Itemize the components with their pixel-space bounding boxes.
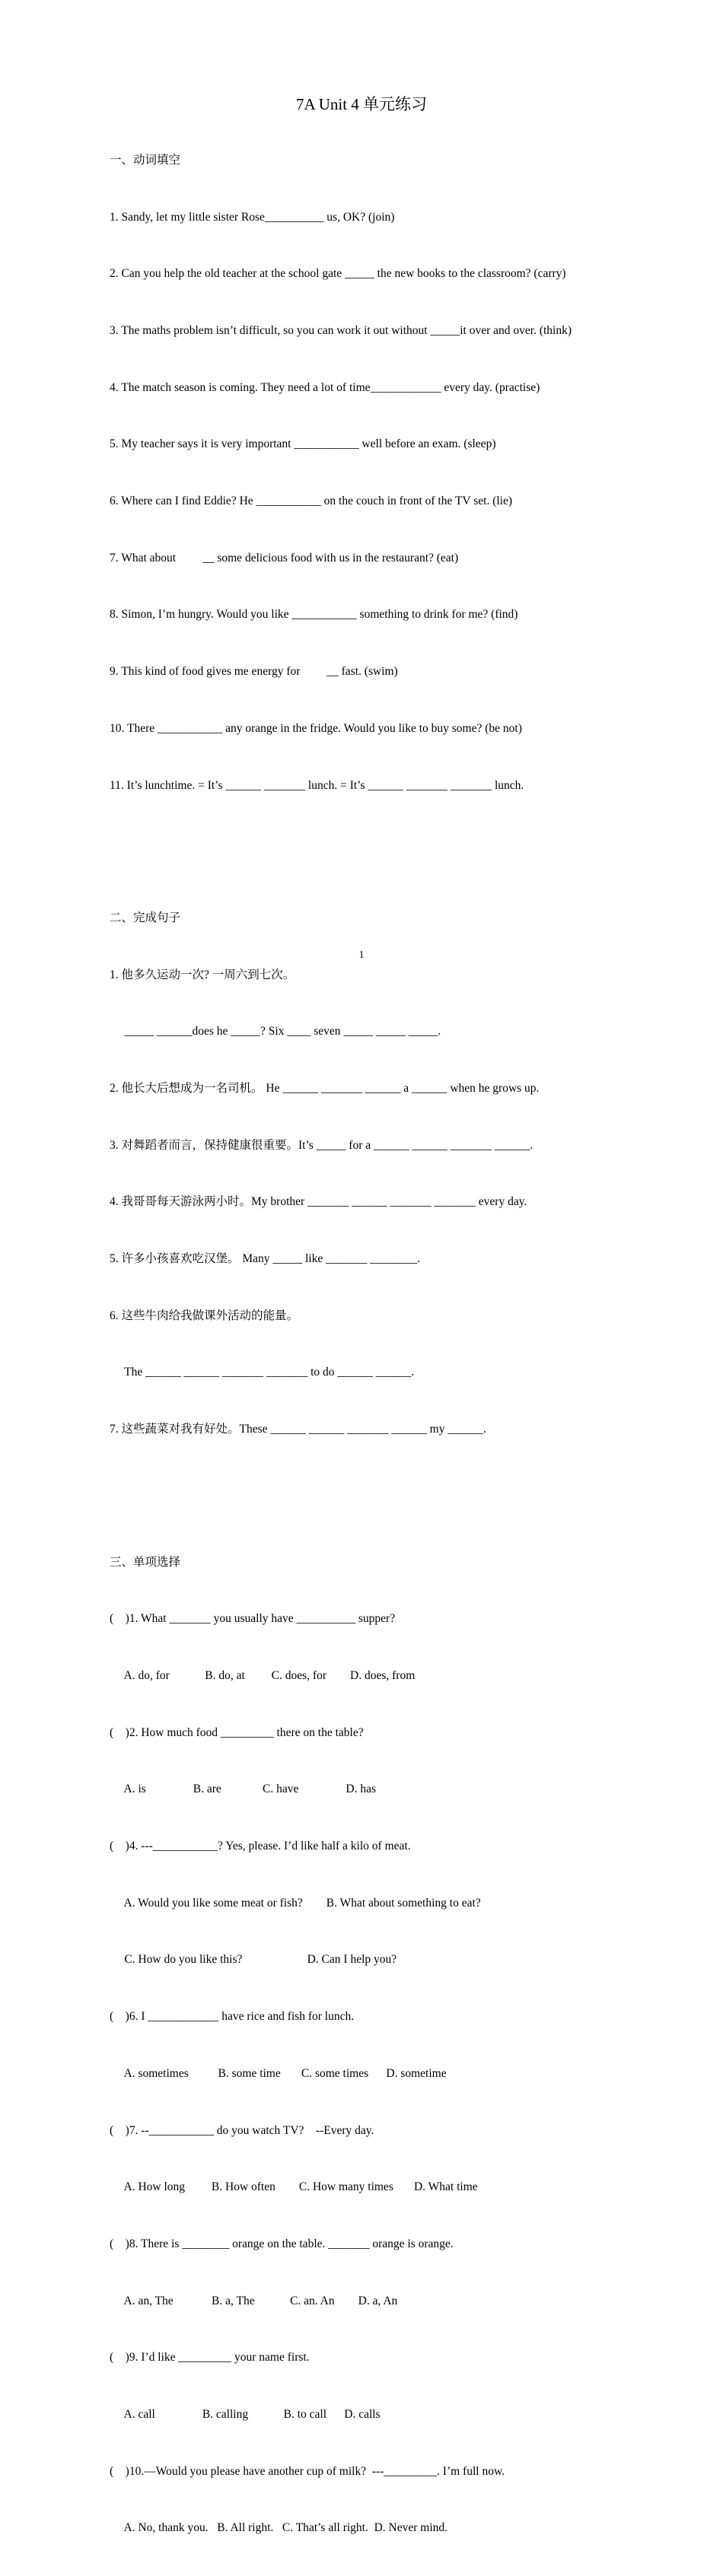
section1-item: 3. The maths problem isn’t difficult, so you can work it out without _____it over and over. (think) (110, 323, 572, 337)
section3-item: A. an, The B. a, The C. an. An D. a, An (110, 2294, 398, 2307)
section2-heading: 二、完成句子 (110, 911, 181, 924)
section3-heading: 三、单项选择 (110, 1555, 181, 1569)
section3-item: A. sometimes B. some time C. some times D. sometime (110, 2066, 447, 2080)
section3-item: A. is B. are C. have D. has (110, 1783, 377, 1796)
section2-item: 4. 我哥哥每天游泳两小时。My brother _______ ______ _______ _______ every day. (110, 1195, 527, 1209)
section3-item: ( )2. How much food _________ there on the table? (110, 1725, 364, 1739)
section3-item: ( )4. ---___________? Yes, please. I’d like half a kilo of meat. (110, 1840, 411, 1853)
section3-item: ( )7. --___________ do you watch TV? --Every day. (110, 2123, 374, 2137)
section1-item: 10. There ___________ any orange in the fridge. Would you like to buy some? (be not) (110, 721, 522, 735)
section2-item: 3. 对舞蹈者而言，保持健康很重要。It’s _____ for a ______ ______ _______ ______. (110, 1138, 533, 1152)
section3-item: ( )8. There is ________ orange on the table. _______ orange is orange. (110, 2237, 454, 2250)
blank-line (110, 1477, 642, 1496)
page-number: 1 (358, 949, 365, 961)
section1-item: 8. Simon, I’m hungry. Would you like ___________ something to drink for me? (find) (110, 608, 518, 622)
section2-item: The ______ ______ _______ _______ to do ______ ______. (110, 1366, 415, 1379)
section2-item: 5. 许多小孩喜欢吃汉堡。 Many _____ like _______ ________. (110, 1252, 421, 1266)
section1-item: 1. Sandy, let my little sister Rose__________ us, OK? (join) (110, 210, 395, 224)
section3-item: ( )1. What _______ you usually have __________ supper? (110, 1612, 396, 1626)
section2-item: 6. 这些牛肉给我做课外活动的能量。 (110, 1309, 299, 1322)
section1-item: 4. The match season is coming. They need a lot of time____________ every day. (practise) (110, 380, 540, 394)
section3-item: C. How do you like this? D. Can I help you? (110, 1953, 397, 1967)
section3-item: A. do, for B. do, at C. does, for D. does, from (110, 1668, 416, 1682)
section3-item: ( )9. I’d like _________ your name first. (110, 2351, 310, 2365)
section3-item: A. Would you like some meat or fish? B. What about something to eat? (110, 1896, 481, 1910)
section3-item: A. How long B. How often C. How many times D. What time (110, 2180, 478, 2194)
section3-item: A. No, thank you. B. All right. C. That’s all right. D. Never mind. (110, 2521, 448, 2535)
section1-item: 6. Where can I find Eddie? He ___________ on the couch in front of the TV set. (lie) (110, 495, 513, 508)
section3-item: ( )6. I ____________ have rice and fish for lunch. (110, 2010, 355, 2024)
blank-line (110, 833, 642, 852)
section2-item: 1. 他多久运动一次? 一周六到七次。 (110, 968, 295, 981)
section1-heading: 一、动词填空 (110, 153, 181, 167)
section2-item: 2. 他长大后想成为一名司机。 He ______ _______ ______ a ______ when he grows up. (110, 1081, 540, 1095)
section2-item: _____ ______does he _____? Six ____ seven _____ _____ _____. (110, 1025, 441, 1038)
section2-item: 7. 这些蔬菜对我有好处。These ______ ______ _______ ______ my ______. (110, 1423, 486, 1436)
page-title: 7A Unit 4 单元练习 (295, 95, 428, 113)
exercise-body (110, 113, 642, 2576)
section1-item: 9. This kind of food gives me energy for __ fast. (swim) (110, 665, 398, 679)
section3-item: A. call B. calling B. to call D. calls (110, 2408, 381, 2422)
section1-item: 7. What about __ some delicious food with us in the restaurant? (eat) (110, 551, 459, 564)
section1-item: 2. Can you help the old teacher at the school gate _____ the new books to the classroom? (carry) (110, 267, 566, 281)
section1-item: 5. My teacher says it is very important ___________ well before an exam. (sleep) (110, 437, 496, 451)
section1-item: 11. It’s lunchtime. = It’s ______ _______ lunch. = It’s ______ _______ _______ lunch. (110, 778, 524, 792)
section3-item: ( )10.—Would you please have another cup of milk? ---_________. I’m full now. (110, 2464, 505, 2478)
